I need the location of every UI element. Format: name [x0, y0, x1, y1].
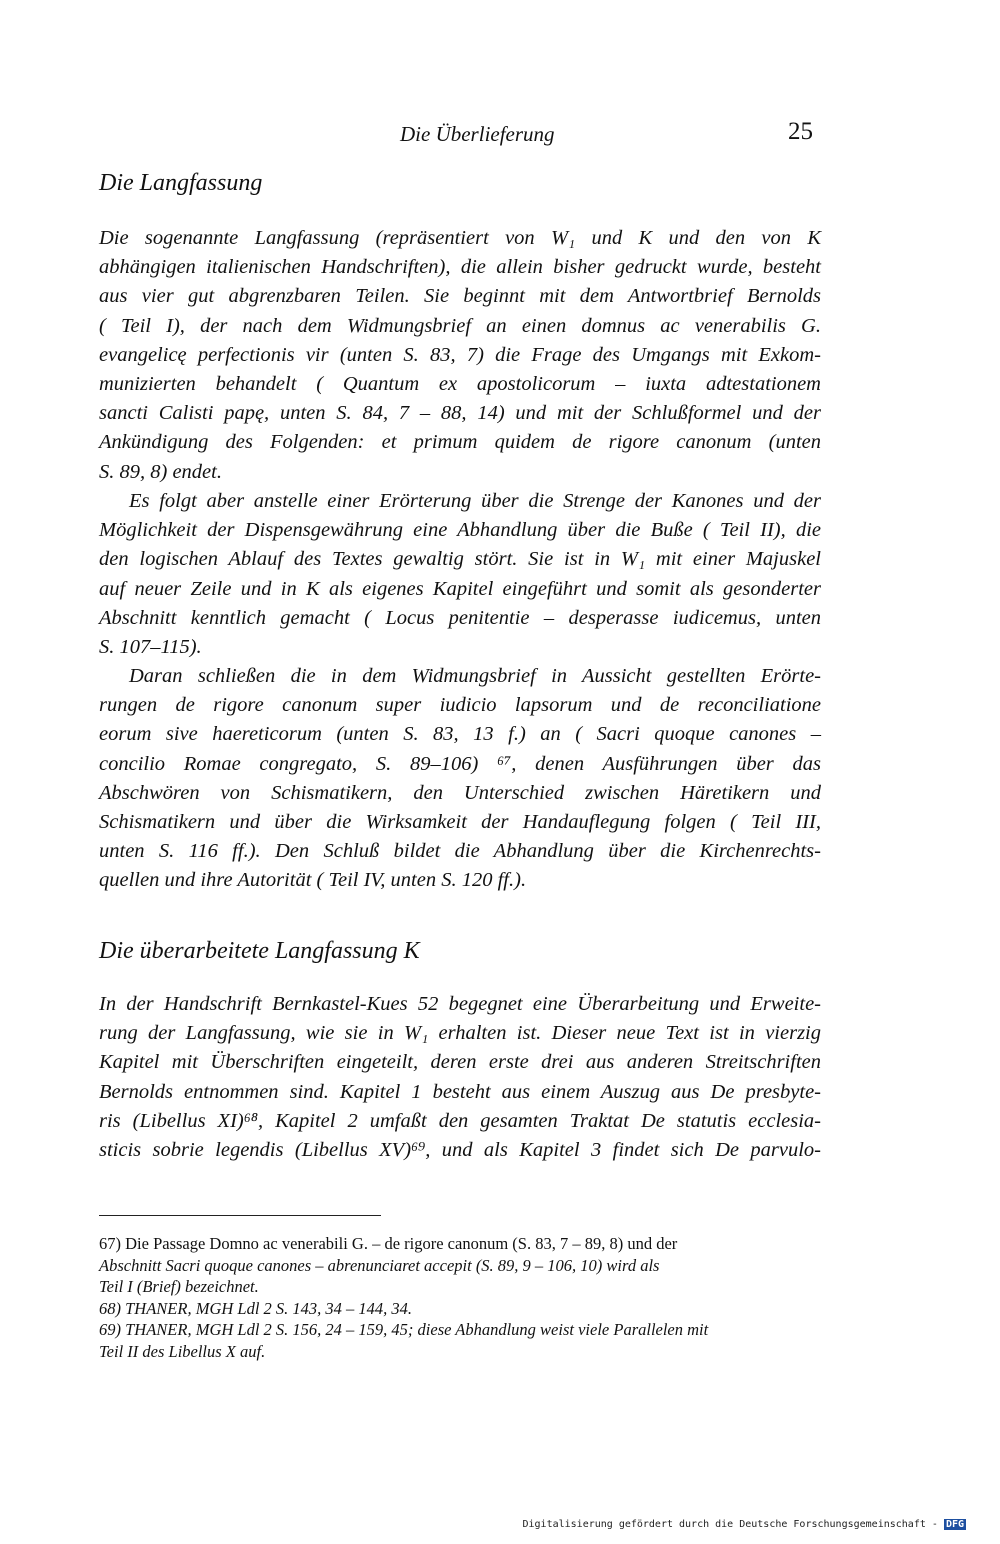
- footnote-line: Teil I (Brief) bezeichnet.: [99, 1277, 259, 1296]
- section-heading-ueberarbeitete: Die überarbeitete Langfassung K: [99, 938, 420, 964]
- paragraph-langfassung-1: [99, 224, 821, 487]
- text-line: Möglichkeit der Dispensgewährung eine Abhandlung über die Buße ( Teil II), die: [99, 519, 821, 542]
- text-line: quellen und ihre Autorität ( Teil IV, unten S. 120 ff.).: [99, 869, 527, 892]
- text-line: munizierten behandelt ( Quantum ex apostolicorum – iuxta adtestationem: [99, 372, 821, 395]
- text-line: unten S. 116 ff.). Den Schluß bildet die Abhandlung über die Kirchenrechts-: [99, 840, 821, 863]
- text-line: S. 89, 8) endet.: [99, 460, 222, 483]
- section-heading-langfassung: Die Langfassung: [99, 170, 263, 196]
- text-line: concilio Romae congregato, S. 89–106) ⁶⁷, denen Ausführungen über das: [99, 752, 821, 775]
- text-line: auf neuer Zeile und in K als eigenes Kapitel eingeführt und somit als gesonderter: [99, 577, 821, 600]
- paragraph-langfassung-3: [99, 662, 821, 896]
- text-line: ris (Libellus XI)⁶⁸, Kapitel 2 umfaßt den gesamten Traktat De statutis ecclesia-: [99, 1109, 821, 1132]
- running-head: Die Überlieferung: [400, 122, 555, 146]
- text-line: rungen de rigore canonum super iudicio lapsorum und de reconciliatione: [99, 694, 821, 717]
- text-line: Bernolds entnommen sind. Kapitel 1 besteht aus einem Auszug aus De presbyte-: [99, 1080, 821, 1103]
- text-line: Ankündigung des Folgenden: et primum quidem de rigore canonum (unten: [99, 431, 821, 454]
- text-line: evangelicę perfectionis vir (unten S. 83, 7) die Frage des Umgangs mit Exkom-: [99, 343, 821, 366]
- text-line: rung der Langfassung, wie sie in W₁ erhalten ist. Dieser neue Text ist in vierzig: [99, 1022, 821, 1045]
- text-line: Schismatikern und über die Wirksamkeit der Handauflegung folgen ( Teil III,: [99, 810, 821, 833]
- text-line: S. 107–115).: [99, 635, 202, 658]
- text-line: sticis sobrie legendis (Libellus XV)⁶⁹, und als Kapitel 3 findet sich De parvulo-: [99, 1138, 821, 1161]
- text-line: Es folgt aber anstelle einer Erörterung über die Strenge der Kanones und der: [129, 490, 821, 512]
- text-line: eorum sive haereticorum (unten S. 83, 13 f.) an ( Sacri quoque canones –: [99, 723, 821, 746]
- footnote-rule: [99, 1215, 381, 1216]
- text-line: Kapitel mit Überschriften eingeteilt, deren erste drei aus anderen Streitschriften: [99, 1051, 821, 1074]
- footnote-line: Abschnitt Sacri quoque canones – abrenunciaret accepit (S. 89, 9 – 106, 10) wird als: [99, 1255, 660, 1275]
- credit-text: Digitalisierung gefördert durch die Deutsche Forschungsgemeinschaft -: [522, 1519, 938, 1530]
- text-line: ( Teil I), der nach dem Widmungsbrief an einen domnus ac venerabilis G.: [99, 314, 821, 337]
- text-line: den logischen Ablauf des Textes gewaltig stört. Sie ist in W₁ mit einer Majuskel: [99, 548, 821, 571]
- text-line: Abschwören von Schismatikern, den Unterschied zwischen Häretikern und: [99, 781, 821, 804]
- page-number: 25: [788, 118, 813, 145]
- digitization-credit: [522, 1519, 966, 1530]
- footnotes: [99, 1233, 821, 1362]
- paragraph-langfassung-2: [99, 487, 821, 662]
- footnote-line: 69) THANER, MGH Ldl 2 S. 156, 24 – 159, 45; diese Abhandlung weist viele Parallelen mit: [99, 1320, 709, 1339]
- text-line: Daran schließen die in dem Widmungsbrief in Aussicht gestellten Erörte-: [129, 665, 821, 687]
- dfg-logo: DFG: [945, 1519, 964, 1530]
- text-line: In der Handschrift Bernkastel-Kues 52 begegnet eine Überarbeitung und Erweite-: [99, 993, 821, 1015]
- footnote-line: Teil II des Libellus X auf.: [99, 1341, 266, 1361]
- paragraph-ueberarbeitete-1: [99, 990, 821, 1165]
- footnote-line: 67) Die Passage Domno ac venerabili G. – de rigore canonum (S. 83, 7 – 89, 8) und der: [99, 1234, 678, 1253]
- text-line: Abschnitt kenntlich gemacht ( Locus penitentie – desperasse iudicemus, unten: [99, 606, 821, 629]
- text-line: abhängigen italienischen Handschriften), die allein bisher gedruckt wurde, besteht: [99, 256, 821, 279]
- footnote-line: 68) THANER, MGH Ldl 2 S. 143, 34 – 144, 34.: [99, 1298, 413, 1318]
- text-line: sancti Calisti papę, unten S. 84, 7 – 88, 14) und mit der Schlußformel und der: [99, 402, 821, 425]
- text-line: Die sogenannte Langfassung (repräsentiert von W₁ und K und den von K: [99, 227, 821, 249]
- text-line: aus vier gut abgrenzbaren Teilen. Sie beginnt mit dem Antwortbrief Bernolds: [99, 285, 821, 308]
